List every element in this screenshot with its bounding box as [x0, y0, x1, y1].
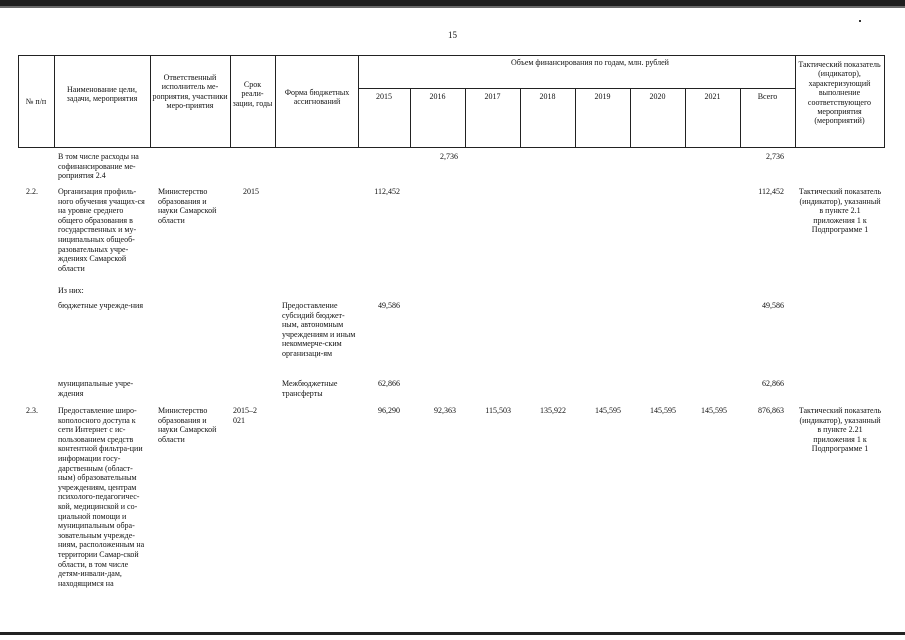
header-year-2021: 2021	[704, 92, 721, 101]
header-col-name: Наименование цели, задачи, мероприятия	[66, 85, 138, 104]
row-total: 112,452	[758, 187, 784, 196]
grid-line	[884, 55, 885, 148]
row-form: Предоставление субсидий бюджет-ным, автономным учреждениям и иным некоммерче-ским организаци-ям	[282, 301, 356, 358]
row-name: Организация профиль-ного обучения учащих-ся на уровне среднего общего образования в государственных и му-ниципальных общеоб-разовательных учре-ждениях Самарской области	[58, 187, 145, 273]
header-col-term: Срок реали-зации, годы	[232, 80, 273, 108]
row-total: 49,586	[762, 301, 784, 310]
row-term: 2015	[243, 187, 259, 196]
scan-bottom-edge	[0, 632, 905, 635]
page-number: 15	[448, 30, 457, 40]
row-executor: Министерство образования и науки Самарской области	[158, 187, 217, 225]
row-indicator: Тактический показатель (индикатор), указанный в пункте 2.1 приложения 1 к Подпрограмме 1	[798, 187, 882, 235]
row-value-2015: 112,452	[374, 187, 400, 196]
row-term: 2015–2021	[233, 406, 257, 425]
grid-line	[54, 55, 55, 148]
row-indicator: Тактический показатель (индикатор), указанный в пункте 2.21 приложения 1 к Подпрограмме 1	[798, 406, 882, 454]
row-number: 2.2.	[26, 187, 38, 196]
header-total: Всего	[757, 92, 778, 101]
header-col-num: № п/п	[25, 97, 47, 106]
row-value-2016: 2,736	[440, 152, 458, 161]
header-year-2017: 2017	[484, 92, 501, 101]
grid-line	[230, 55, 231, 148]
header-col-form: Форма бюджетных ассигнований	[284, 88, 350, 107]
row-name: Предоставление широ-кополосного доступа к сети Интернет с ис-пользованием средств контентной фильтра-ции информации госу-дарственным (област-ным) образовательным учреждениям, центрам психолого-педагогичес-кой, медицинской и со-циальной помощи и муниципальным обра-зовательным учрежде-ниям, расположенным на территории Самар-ской области, в том числе детям-инвали-дам, находящимся на	[58, 406, 145, 588]
header-year-2015: 2015	[376, 92, 392, 101]
row-value-2017: 115,503	[485, 406, 511, 415]
scan-speck	[859, 20, 861, 22]
grid-line	[275, 55, 276, 148]
row-value-2020: 145,595	[650, 406, 676, 415]
years-subheader-line	[358, 88, 795, 89]
header-year-2018: 2018	[539, 92, 556, 101]
row-form: Межбюджетные трансферты	[282, 379, 338, 398]
header-col-executor: Ответственный исполнитель ме-роприятия, участники меро-приятия	[152, 73, 228, 111]
header-funding-group: Объем финансирования по годам, млн. рублей	[511, 58, 669, 67]
row-number: 2.3.	[26, 406, 38, 415]
header-year-2016: 2016	[429, 92, 446, 101]
row-name: В том числе расходы на софинансирование ме-роприятия 2.4	[58, 152, 139, 181]
row-value-2016: 92,363	[434, 406, 456, 415]
row-value-2015: 62,866	[378, 379, 400, 388]
row-value-2021: 145,595	[701, 406, 727, 415]
row-value-2018: 135,922	[540, 406, 566, 415]
header-bottom-line	[18, 147, 884, 148]
row-subtitle: Из них:	[58, 286, 84, 295]
row-total: 2,736	[766, 152, 784, 161]
header-year-2019: 2019	[594, 92, 611, 101]
row-executor: Министерство образования и науки Самарской области	[158, 406, 217, 444]
row-total: 62,866	[762, 379, 784, 388]
row-value-2015: 49,586	[378, 301, 400, 310]
header-col-indicator: Тактический показатель (индикатор), характеризующий выполнение соответствующего мероприятия (мероприятий)	[798, 60, 881, 126]
grid-line	[795, 55, 796, 148]
row-name: бюджетные учрежде-ния	[58, 301, 144, 310]
table-top-line	[18, 55, 884, 56]
row-value-2019: 145,595	[595, 406, 621, 415]
grid-line	[150, 55, 151, 148]
row-total: 876,863	[758, 406, 784, 415]
header-year-2020: 2020	[649, 92, 666, 101]
grid-line	[358, 55, 359, 148]
row-value-2015: 96,290	[378, 406, 400, 415]
scan-top-edge-shadow	[0, 6, 905, 8]
row-name: муниципальные учре-ждения	[58, 379, 134, 398]
